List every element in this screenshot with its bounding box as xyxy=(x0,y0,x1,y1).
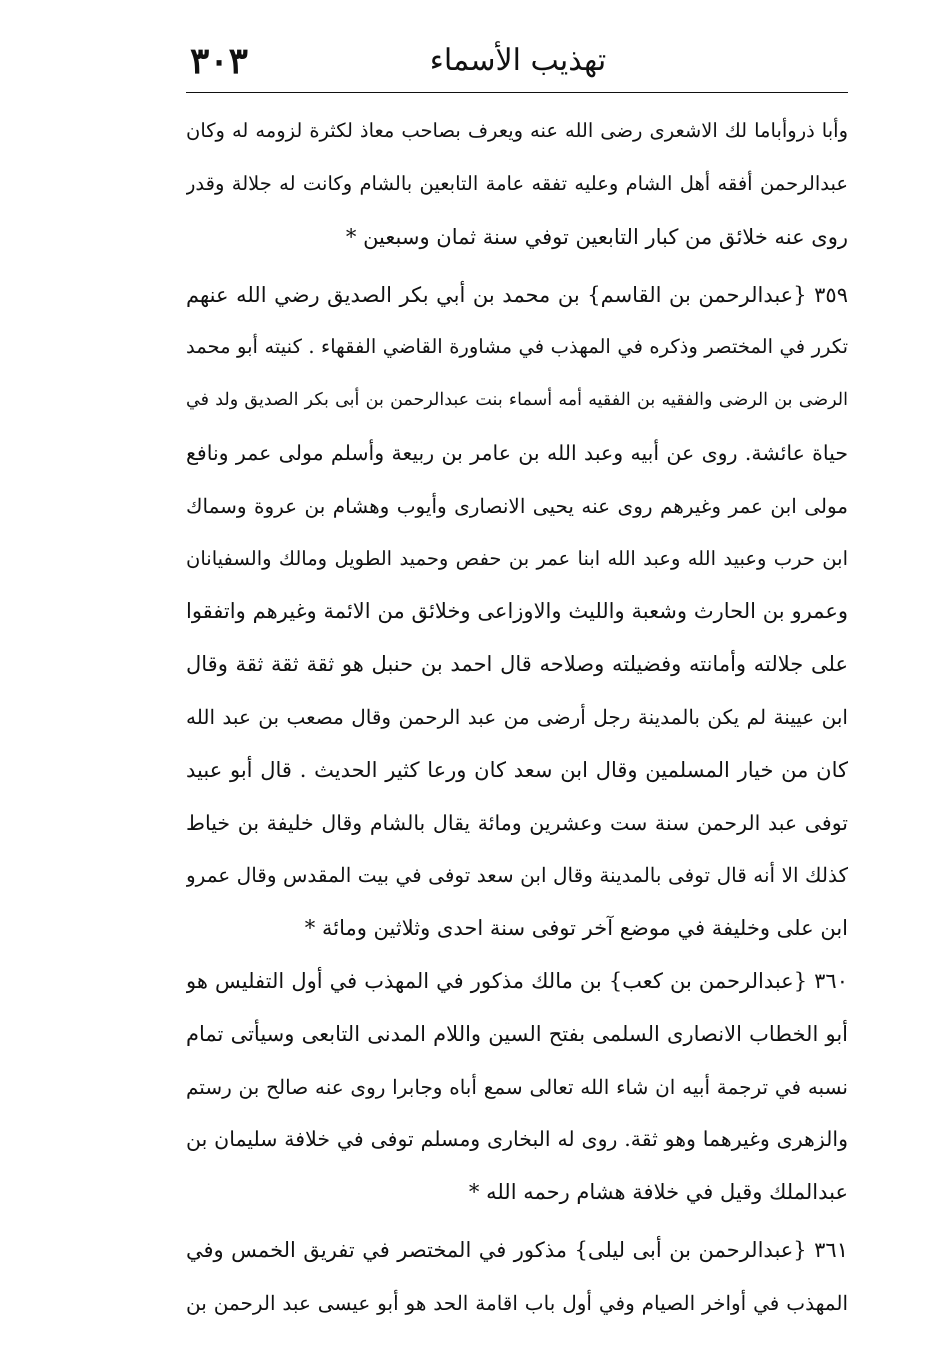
body-text xyxy=(186,105,848,1330)
text-line: والزهرى وغيرهما وهو ثقة. روى له البخارى ومسلم توفى في خلافة سليمان بن xyxy=(186,1127,848,1152)
text-line: وأبا ذروأباما لك الاشعرى رضى الله عنه ويعرف بصاحب معاذ لكثرة لزومه له وكان xyxy=(186,119,848,142)
text-line: على جلالته وأمانته وفضيلته وصلاحه قال احمد بن حنبل هو ثقة ثقة ثقة وقال xyxy=(186,652,848,677)
text-line: توفى عبد الرحمن سنة ست وعشرين ومائة يقال بالشام وقال خليفة بن خياط xyxy=(186,810,848,835)
text-line: الرضى بن الرضى والفقيه بن الفقيه أمه أسماء بنت عبدالرحمن بن أبى بكر الصديق ولد في xyxy=(186,390,848,411)
text-line: كان من خيار المسلمين وقال ابن سعد كان ورعا كثير الحديث . قال أبو عبيد xyxy=(186,757,848,782)
text-line: ابن عيينة لم يكن بالمدينة رجل أرضى من عبد الرحمن وقال مصعب بن عبد الله xyxy=(186,704,848,729)
text-line: روى عنه خلائق من كبار التابعين توفي سنة ثمان وسبعين * xyxy=(345,224,848,249)
running-title: تهذيب الأسماء xyxy=(429,43,607,78)
text-line: حياة عائشة. روى عن أبيه وعبد الله بن عامر بن ربيعة وأسلم مولى عمر ونافع xyxy=(186,440,848,465)
text-line: أبو الخطاب الانصارى السلمى بفتح السين واللام المدنى التابعى وسيأتى تمام xyxy=(186,1021,848,1046)
text-line: مولى ابن عمر وغيرهم روى عنه يحيى الانصارى وأيوب وهشام بن عروة وسماك xyxy=(186,493,848,518)
page-number: ٣٠٣ xyxy=(190,40,249,82)
text-line: ابن حرب وعبيد الله وعبد الله ابنا عمر بن حفص وحميد الطويل ومالك والسفيانان xyxy=(186,546,848,570)
text-line: ابن على وخليفة في موضع آخر توفى سنة احدى وثلاثين ومائة * xyxy=(304,916,848,941)
text-line: نسبه في ترجمة أبيه ان شاء الله تعالى سمع أباه وجابرا روى عنه صالح بن رستم xyxy=(186,1074,848,1099)
entry-360-heading-line: ٣٦٠ {عبدالرحمن بن كعب} بن مالك مذكور في المهذب في أول التفليس هو xyxy=(186,968,848,993)
entry-361-heading-line: ٣٦١ {عبدالرحمن بن أبى ليلى} مذكور في المختصر في تفريق الخمس وفي xyxy=(186,1238,848,1263)
entry-359-heading-line: ٣٥٩ {عبدالرحمن بن القاسم} بن محمد بن أبي بكر الصديق رضي الله عنهم xyxy=(186,282,848,307)
text-line: عبدالملك وقيل في خلافة هشام رحمه الله * xyxy=(468,1180,848,1205)
text-line: تكرر في المختصر وذكره في المهذب في مشاورة القاضي الفقهاء . كنيته أبو محمد xyxy=(186,335,848,359)
text-line: المهذب في أواخر الصيام وفي أول باب اقامة الحد هو أبو عيسى عبد الرحمن بن xyxy=(186,1290,848,1315)
text-line: وعمرو بن الحارث وشعبة والليث والاوزاعى وخلائق من الائمة وغيرهم واتفقوا xyxy=(186,599,848,624)
page-header xyxy=(190,36,846,92)
header-rule xyxy=(186,92,848,93)
text-line: كذلك الا أنه قال توفى بالمدينة وقال ابن سعد توفى في بيت المقدس وقال عمرو xyxy=(186,863,848,888)
text-line: عبدالرحمن أفقه أهل الشام وعليه تفقه عامة التابعين بالشام وكانت له جلالة وقدر xyxy=(186,171,848,195)
